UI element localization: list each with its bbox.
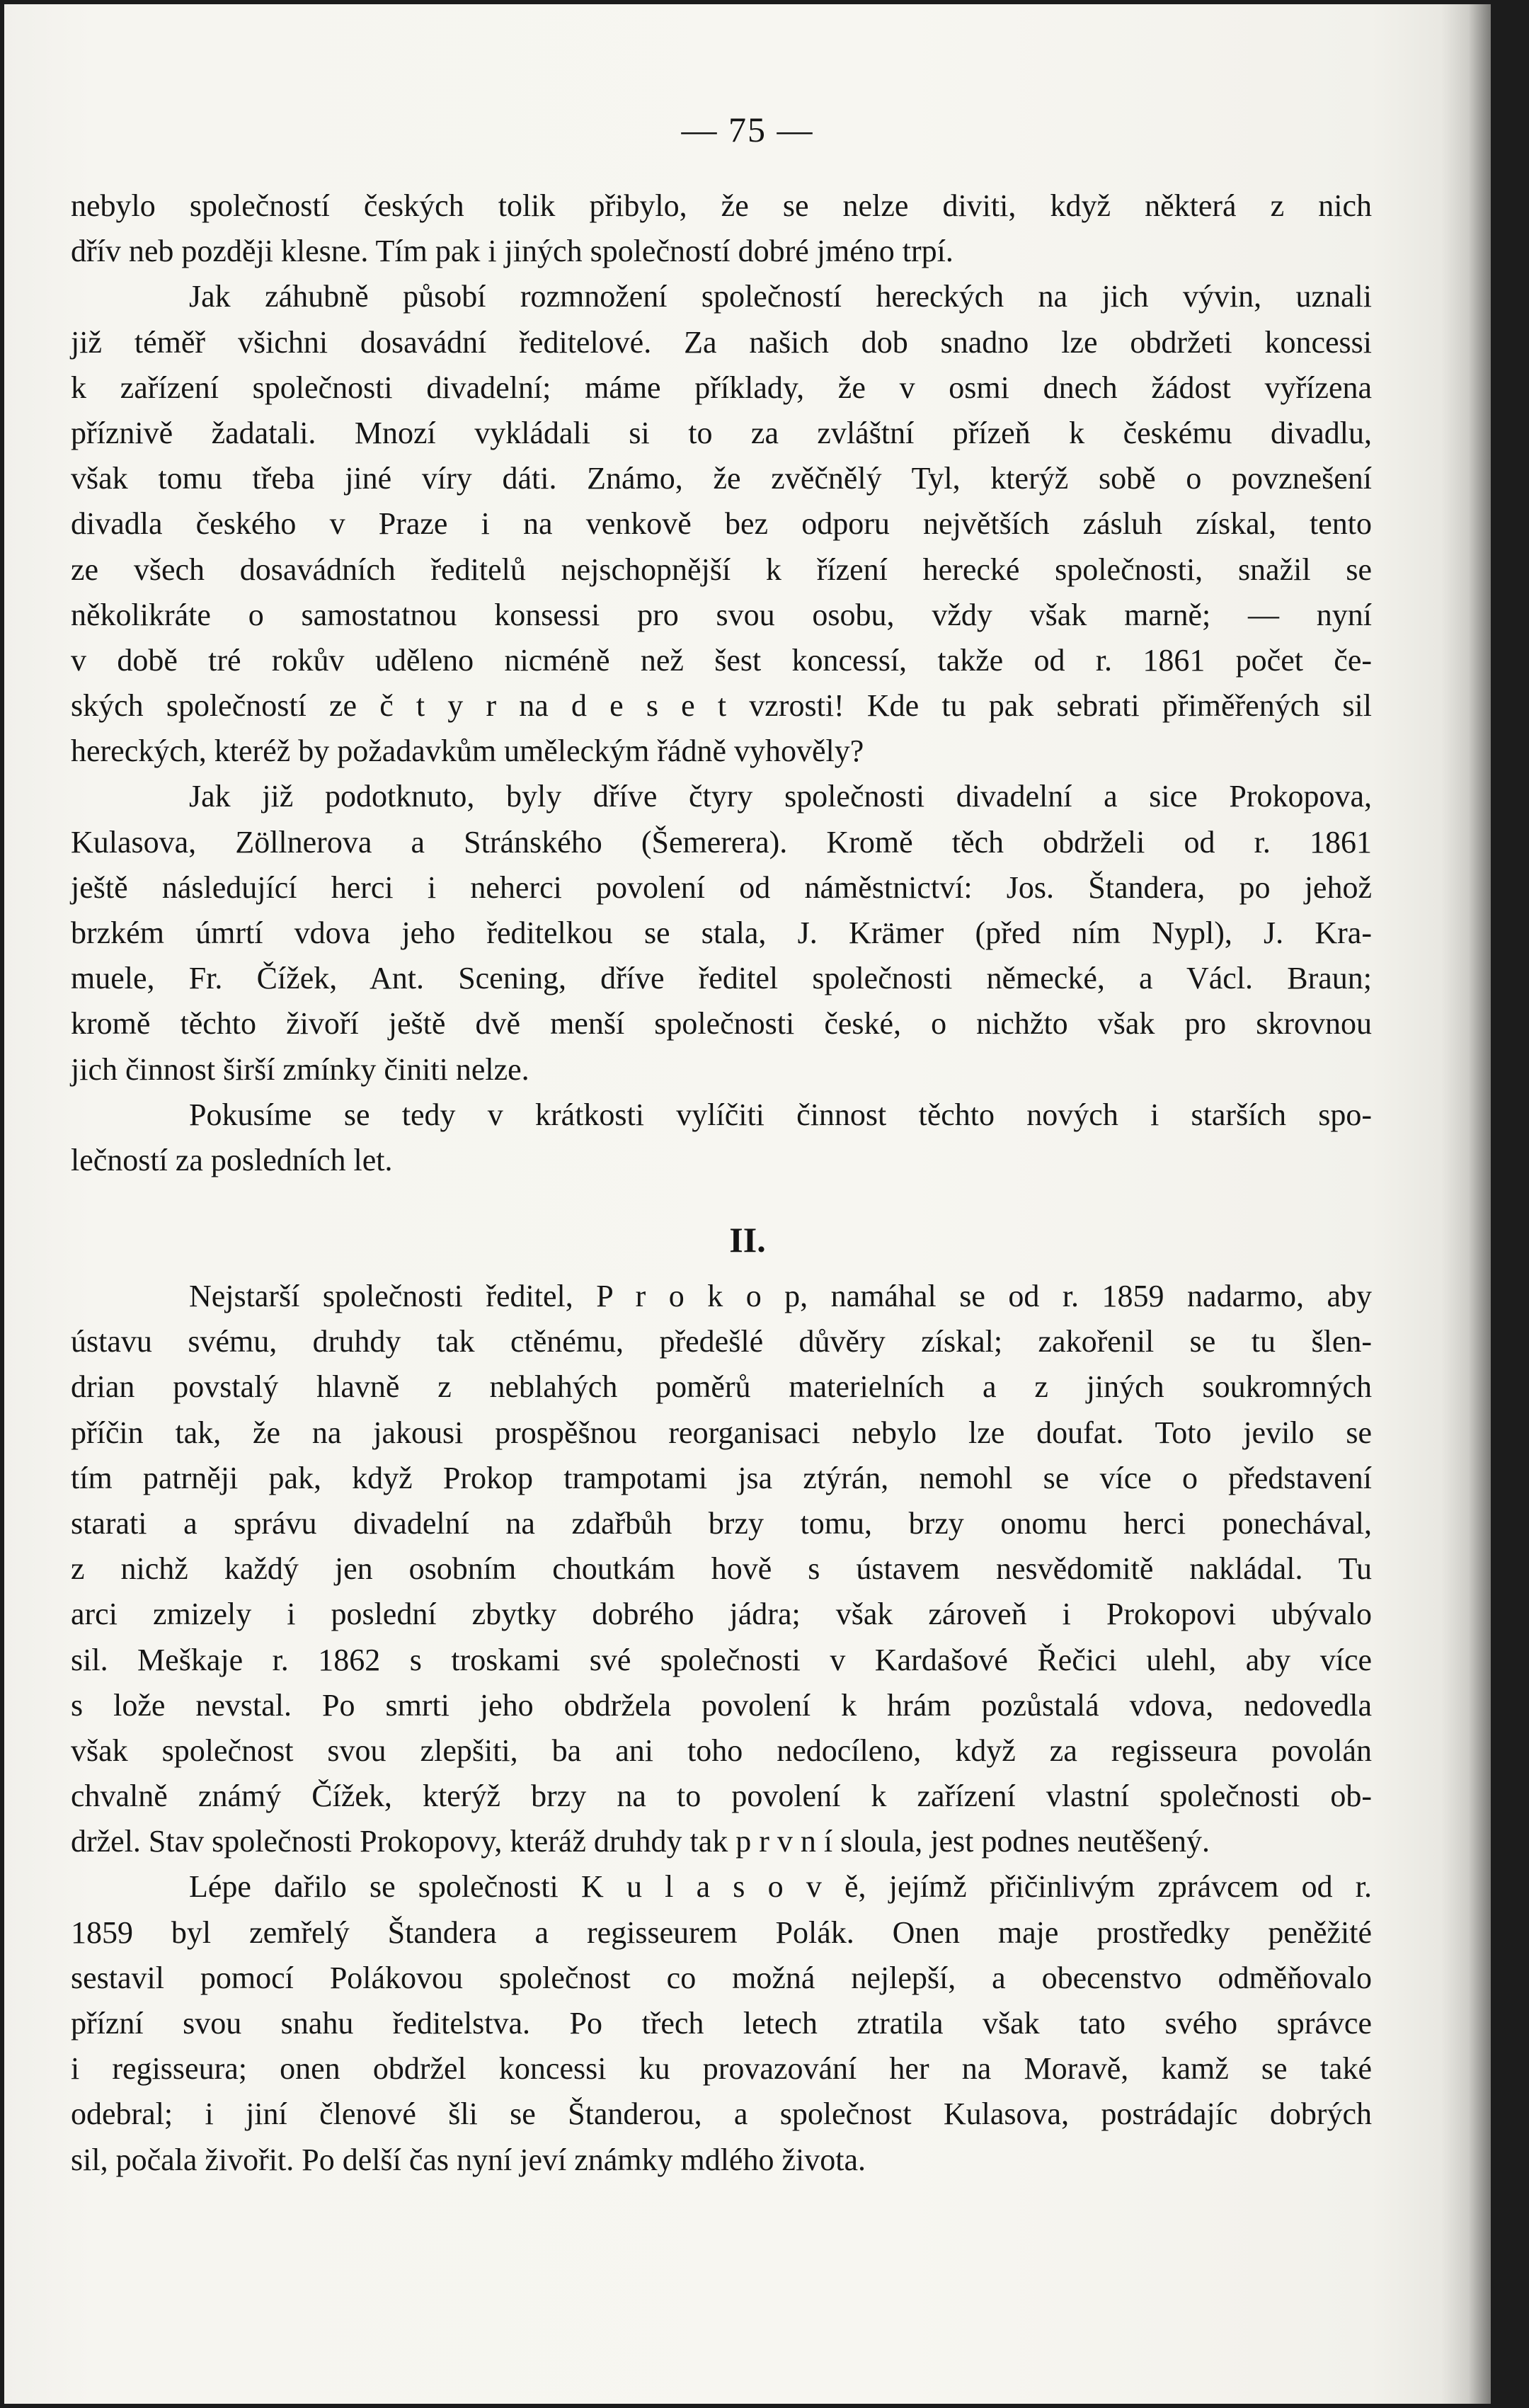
paragraph [71,183,1372,274]
text-line: ských společností ze č t y r na d e s e t vzrosti! Kde tu pak sebrati přiměřených sil [71,688,1372,724]
text-line: sil, počala živořit. Po delší čas nyní jeví známky mdlého života. [71,2142,866,2177]
text-line: odebral; i jiní členové šli se Štanderou, a společnost Kulasova, postrádajíc dobrých [71,2096,1372,2132]
text-line: starati a správu divadelní na zdařbůh brzy tomu, brzy onomu herci ponechával, [71,1505,1372,1541]
text-line: sil. Meškaje r. 1862 s troskami své společnosti v Kardašové Řečici ulehl, aby více [71,1642,1372,1677]
text-line: divadla českého v Praze i na venkově bez odporu největších zásluh získal, tento [71,506,1372,542]
text-line: kromě těchto živoří ještě dvě menší společnosti české, o nichžto však pro skrovnou [71,1006,1372,1042]
text-line: hereckých, kteréž by požadavkům uměleckým řádně vyhověly? [71,734,864,769]
text-line: Jak záhubně působí rozmnožení společností hereckých na jich vývin, uznali [189,279,1372,314]
gutter-shadow [1441,4,1491,2404]
text-line: muele, Fr. Čížek, Ant. Scening, dříve ředitel společnosti německé, a Václ. Braun; [71,961,1372,996]
text-line: nebylo společností českých tolik přibylo, že se nelze diviti, když některá z nich [71,188,1372,223]
text-line: drian povstalý hlavně z neblahých poměrů materielních a z jiných soukromných [71,1369,1372,1405]
text-line: 1859 byl zemřelý Štandera a regisseurem Polák. Onen maje prostředky peněžité [71,1915,1372,1950]
text-line: Jak již podotknuto, byly dříve čtyry společnosti divadelní a sice Prokopova, [189,779,1372,814]
paragraph [71,1274,1372,1864]
text-line: několikráte o samostatnou konsessi pro svou osobu, vždy však marně; — nyní [71,597,1372,632]
text-line: chvalně známý Čížek, kterýž brzy na to povolení k zařízení vlastní společnosti ob- [71,1779,1372,1814]
text-line: příčin tak, že na jakousi prospěšnou reorganisaci nebylo lze doufat. Toto jevilo se [71,1415,1372,1450]
text-line: k zařízení společnosti divadelní; máme příklady, že v osmi dnech žádost vyřízena [71,370,1372,405]
text-line: Kulasova, Zöllnerova a Stránského (Šemerera). Kromě těch obdrželi od r. 1861 [71,824,1372,860]
book-page [4,4,1491,2404]
text-line: jich činnost širší zmínky činiti nelze. [71,1051,529,1087]
text-line: příznivě žadatali. Mnozí vykládali si to za zvláštní přízeň k českému divadlu, [71,415,1372,450]
text-line: přízní svou snahu ředitelstva. Po třech letech ztratila však tato svého správce [71,2006,1372,2041]
text-line: držel. Stav společnosti Prokopovy, kteráž druhdy tak p r v n í sloula, jest podnes neutěšený. [71,1824,1210,1859]
text-line: však společnost svou zlepšiti, ba ani toho nedocíleno, když za regisseura povolán [71,1733,1372,1768]
text-line: Nejstarší společnosti ředitel, P r o k o p, namáhal se od r. 1859 nadarmo, aby [189,1279,1372,1313]
text-line: již téměř všichni dosavádní ředitelové. Za našich dob snadno lze obdržeti koncessi [71,324,1372,360]
text-line: sestavil pomocí Polákovou společnost co možná nejlepší, a obecenstvo odměňovalo [71,1960,1372,1995]
text-line: z nichž každý jen osobním choutkám hově s ústavem nesvědomitě nakládal. Tu [71,1551,1372,1587]
text-line: s lože nevstal. Po smrti jeho obdržela povolení k hrám pozůstalá vdova, nedovedla [71,1687,1372,1723]
text-line: i regisseura; onen obdržel koncessi ku provazování her na Moravě, kamž se také [71,2051,1372,2087]
text-line: ještě následující herci i neherci povolení od náměstnictví: Jos. Štandera, po jehož [71,869,1372,905]
page-number: — 75 — [681,110,814,149]
text-line: tím patrněji pak, když Prokop trampotami jsa ztýrán, nemohl se více o představení [71,1460,1372,1495]
text-line: Lépe dařilo se společnosti K u l a s o v ě, jejímž přičinlivým zprávcem od r. [189,1869,1372,1905]
text-line: ze všech dosavádních ředitelů nejschopnější k řízení herecké společnosti, snažil se [71,552,1372,587]
text-block-after-heading [71,1274,1372,2183]
text-line: Pokusíme se tedy v krátkosti vylíčiti činnost těchto nových i starších spo- [189,1097,1372,1132]
text-line: brzkém úmrtí vdova jeho ředitelkou se stala, J. Krämer (před ním Nypl), J. Kra- [71,915,1372,950]
text-line: však tomu třeba jiné víry dáti. Známo, že zvěčnělý Tyl, kterýž sobě o povznešení [71,461,1372,496]
paragraph [71,774,1372,1092]
text-line: v době tré rokův uděleno nicméně než šest koncessí, takže od r. 1861 počet če- [71,642,1372,678]
text-line: lečností za posledních let. [71,1142,393,1177]
text-line: arci zmizely i poslední zbytky dobrého jádra; však zároveň i Prokopovi ubývalo [71,1597,1372,1632]
paragraph [71,1864,1372,2182]
text-line: dřív neb později klesne. Tím pak i jiných společností dobré jméno trpí. [71,234,954,269]
section-heading: II. [729,1220,766,1260]
paragraph [71,1092,1372,1183]
paragraph [71,274,1372,774]
text-line: ústavu svému, druhdy tak ctěnému, předešlé důvěry získal; zakořenil se tu šlen- [71,1324,1372,1359]
text-block-before-heading [71,183,1372,1183]
